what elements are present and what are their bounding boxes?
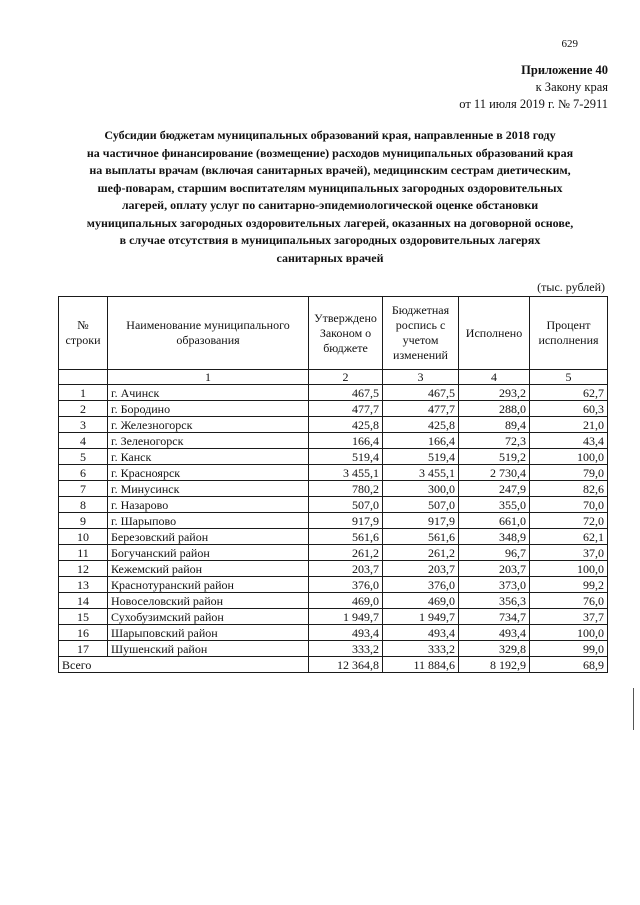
cell-percent: 99,2 [530,577,608,593]
table-row [59,481,608,497]
cell-executed: 72,3 [459,433,530,449]
cell-budget: 261,2 [383,545,459,561]
cell-budget: 477,7 [383,401,459,417]
cell-executed: 493,4 [459,625,530,641]
cell-row-number: 4 [59,433,108,449]
cell-executed: 89,4 [459,417,530,433]
cell-approved: 917,9 [309,513,383,529]
title-line: шеф-поварам, старшим воспитателям муниципальных загородных оздоровительных [97,180,563,195]
cell-approved: 469,0 [309,593,383,609]
table-row [59,513,608,529]
table-row [59,497,608,513]
cell-budget: 376,0 [383,577,459,593]
table-row [59,401,608,417]
cell-row-number: 5 [59,449,108,465]
column-number: 2 [309,370,383,385]
cell-executed: 348,9 [459,529,530,545]
cell-row-number: 1 [59,385,108,401]
cell-budget: 300,0 [383,481,459,497]
cell-budget: 917,9 [383,513,459,529]
title-line: лагерей, оплату услуг по санитарно-эпидемиологической оценке обстановки [121,198,539,212]
title-line: Субсидии бюджетам муниципальных образований края, направленные в 2018 году [104,128,556,142]
table-row [59,465,608,481]
total-percent: 68,9 [530,657,608,673]
cell-municipality: г. Ачинск [108,385,309,401]
cell-approved: 780,2 [309,481,383,497]
cell-approved: 425,8 [309,417,383,433]
table-row [59,545,608,561]
table-row [59,625,608,641]
cell-percent: 100,0 [530,449,608,465]
cell-approved: 3 455,1 [309,465,383,481]
document-title [60,127,600,267]
cell-row-number: 8 [59,497,108,513]
cell-municipality: Новоселовский район [108,593,309,609]
cell-municipality: г. Бородино [108,401,309,417]
total-label: Всего [59,657,309,673]
cell-municipality: г. Назарово [108,497,309,513]
table-header-row [59,297,608,370]
cell-percent: 79,0 [530,465,608,481]
title-line: муниципальных загородных оздоровительных лагерей, оказанных на договорной основе, [86,215,574,230]
cell-budget: 469,0 [383,593,459,609]
table-row [59,593,608,609]
cell-percent: 70,0 [530,497,608,513]
cell-budget: 493,4 [383,625,459,641]
table-row [59,417,608,433]
total-budget: 11 884,6 [383,657,459,673]
table-row [59,641,608,657]
cell-municipality: г. Канск [108,449,309,465]
cell-percent: 62,7 [530,385,608,401]
cell-municipality: г. Минусинск [108,481,309,497]
cell-budget: 3 455,1 [383,465,459,481]
cell-municipality: г. Шарыпово [108,513,309,529]
appendix-header [459,62,608,113]
cell-executed: 329,8 [459,641,530,657]
cell-executed: 96,7 [459,545,530,561]
cell-budget: 333,2 [383,641,459,657]
cell-row-number: 12 [59,561,108,577]
header-approved: Утверждено Законом о бюджете [309,297,383,370]
cell-percent: 60,3 [530,401,608,417]
cell-budget: 519,4 [383,449,459,465]
cell-approved: 1 949,7 [309,609,383,625]
cell-executed: 203,7 [459,561,530,577]
cell-approved: 261,2 [309,545,383,561]
cell-percent: 100,0 [530,561,608,577]
header-row-number: № строки [59,297,108,370]
cell-percent: 62,1 [530,529,608,545]
cell-municipality: Шушенский район [108,641,309,657]
cell-row-number: 11 [59,545,108,561]
cell-executed: 288,0 [459,401,530,417]
cell-approved: 333,2 [309,641,383,657]
cell-budget: 561,6 [383,529,459,545]
cell-municipality: Шарыповский район [108,625,309,641]
cell-municipality: Краснотуранский район [108,577,309,593]
cell-budget: 425,8 [383,417,459,433]
appendix-law-ref: к Закону края [535,80,608,94]
cell-municipality: Березовский район [108,529,309,545]
cell-row-number: 6 [59,465,108,481]
cell-row-number: 9 [59,513,108,529]
table-row [59,609,608,625]
cell-municipality: Сухобузимский район [108,609,309,625]
cell-executed: 373,0 [459,577,530,593]
cell-percent: 21,0 [530,417,608,433]
cell-municipality: Богучанский район [108,545,309,561]
units-label: (тыс. рублей) [537,280,605,294]
total-row [59,657,608,673]
cell-budget: 507,0 [383,497,459,513]
table-row [59,529,608,545]
cell-approved: 203,7 [309,561,383,577]
column-number-row [59,370,608,385]
cell-municipality: г. Железногорск [108,417,309,433]
column-number: 4 [459,370,530,385]
table-row [59,561,608,577]
cell-percent: 76,0 [530,593,608,609]
table-body [59,385,608,657]
title-line: на частичное финансирование (возмещение) расходов муниципальных образований края [86,145,574,160]
cell-approved: 561,6 [309,529,383,545]
total-executed: 8 192,9 [459,657,530,673]
cell-row-number: 14 [59,593,108,609]
cell-municipality: г. Зеленогорск [108,433,309,449]
column-number: 3 [383,370,459,385]
cell-row-number: 15 [59,609,108,625]
cell-row-number: 10 [59,529,108,545]
table-row [59,449,608,465]
cell-executed: 293,2 [459,385,530,401]
cell-row-number: 13 [59,577,108,593]
cell-budget: 1 949,7 [383,609,459,625]
title-line: на выплаты врачам (включая санитарных врачей), медицинским сестрам диетическим, [89,163,571,177]
header-executed: Исполнено [459,297,530,370]
cell-approved: 519,4 [309,449,383,465]
column-number: 5 [530,370,608,385]
cell-percent: 72,0 [530,513,608,529]
appendix-title: Приложение 40 [521,63,608,77]
cell-approved: 507,0 [309,497,383,513]
scan-edge-mark [633,688,634,730]
cell-percent: 100,0 [530,625,608,641]
cell-municipality: г. Красноярск [108,465,309,481]
cell-executed: 2 730,4 [459,465,530,481]
cell-approved: 477,7 [309,401,383,417]
cell-percent: 99,0 [530,641,608,657]
cell-row-number: 16 [59,625,108,641]
header-municipality: Наименование муниципального образования [108,297,309,370]
cell-executed: 355,0 [459,497,530,513]
subsidy-table [58,296,608,673]
cell-executed: 519,2 [459,449,530,465]
appendix-law-date: от 11 июля 2019 г. № 7-2911 [459,97,608,111]
cell-percent: 82,6 [530,481,608,497]
cell-executed: 247,9 [459,481,530,497]
cell-approved: 166,4 [309,433,383,449]
cell-approved: 376,0 [309,577,383,593]
cell-approved: 493,4 [309,625,383,641]
cell-budget: 166,4 [383,433,459,449]
cell-approved: 467,5 [309,385,383,401]
cell-executed: 661,0 [459,513,530,529]
column-number: 1 [108,370,309,385]
cell-percent: 43,4 [530,433,608,449]
title-line: санитарных врачей [276,250,384,265]
cell-row-number: 3 [59,417,108,433]
header-percent: Процент исполнения [530,297,608,370]
cell-executed: 356,3 [459,593,530,609]
cell-executed: 734,7 [459,609,530,625]
total-approved: 12 364,8 [309,657,383,673]
title-line: в случае отсутствия в муниципальных загородных оздоровительных лагерях [119,233,541,247]
cell-percent: 37,7 [530,609,608,625]
cell-row-number: 7 [59,481,108,497]
cell-budget: 467,5 [383,385,459,401]
cell-row-number: 17 [59,641,108,657]
table-row [59,433,608,449]
page-number: 629 [561,38,578,50]
cell-row-number: 2 [59,401,108,417]
cell-percent: 37,0 [530,545,608,561]
table-row [59,577,608,593]
header-budget: Бюджетная роспись с учетом изменений [383,297,459,370]
cell-municipality: Кежемский район [108,561,309,577]
table-row [59,385,608,401]
cell-budget: 203,7 [383,561,459,577]
